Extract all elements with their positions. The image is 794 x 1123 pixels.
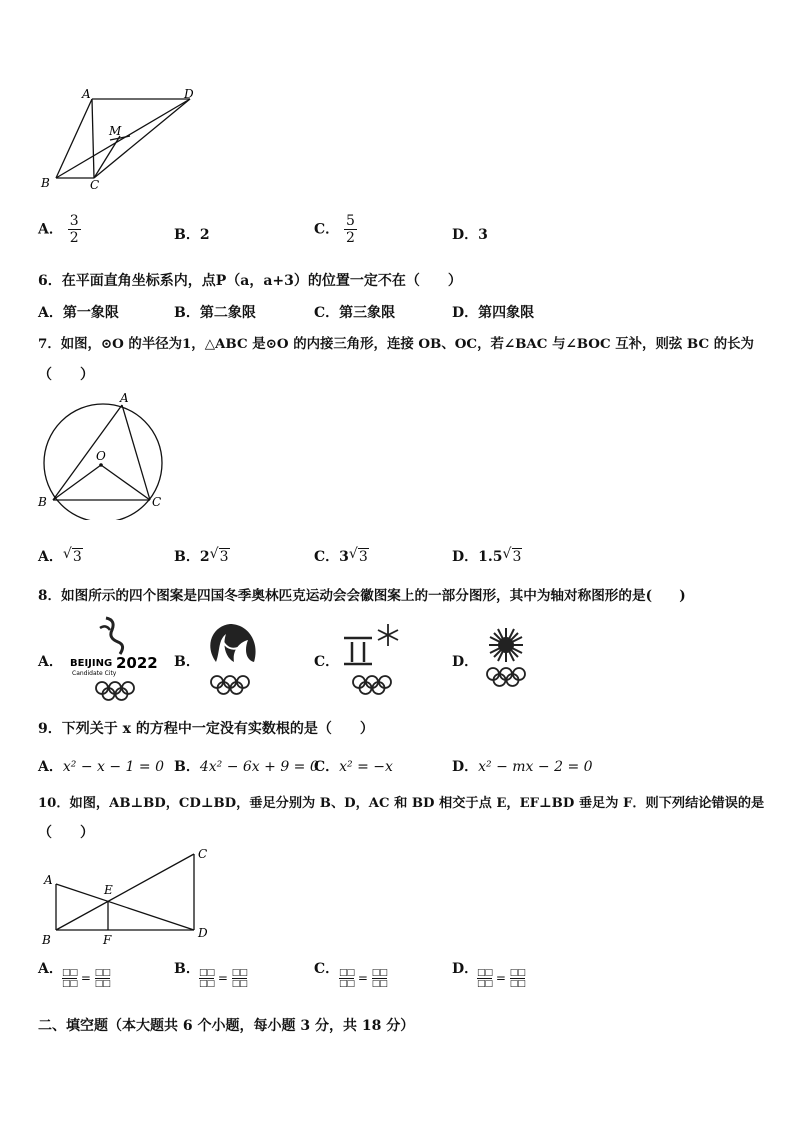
q7-stem-paren: （ ）: [38, 367, 94, 383]
label-C: C: [198, 847, 208, 861]
q5-c-denominator: 2: [346, 230, 355, 246]
q7-option-b: [174, 546, 230, 566]
q8-option-d-letter: D．: [452, 654, 479, 670]
label-D: D: [198, 926, 208, 940]
sqrt-3: √ 3: [502, 546, 522, 565]
q7-option-b-letter: B．: [174, 549, 200, 565]
q5-option-b: B．2: [174, 227, 210, 243]
q10-option-a: [38, 958, 63, 978]
q10-option-d-equation: □□ □□ = □□ □□: [477, 968, 525, 989]
q5-a-numerator: 3: [69, 213, 79, 229]
label-F: F: [103, 933, 112, 947]
q9-option-a: [38, 756, 164, 776]
q5-option-a-letter: A．: [38, 221, 63, 238]
q10-option-c-letter: C．: [314, 961, 340, 977]
q8-option-c-letter: C．: [314, 654, 340, 670]
q7-b-coef: 2: [199, 549, 210, 565]
label-D: D: [184, 87, 194, 101]
olympic-logo-d-snowflake: [476, 622, 536, 692]
q7-stem: 7．如图，⊙O 的半径为1，△ABC 是⊙O 的内接三角形，连接 OB、OC，若∠BAC 与∠BOC 互补，则弦 BC 的长为: [38, 336, 754, 352]
q10-option-a-letter: A．: [38, 961, 63, 977]
q7-option-a-letter: A．: [38, 549, 63, 565]
label-B: B: [42, 933, 51, 947]
label-B: B: [41, 176, 50, 190]
q10-option-b: [174, 958, 200, 978]
label-E: E: [104, 883, 113, 897]
figure-q5-parallelogram: [36, 84, 206, 194]
figure-q7-circle: [34, 390, 174, 520]
q10-option-d-letter: D．: [452, 961, 479, 977]
q9-option-c-letter: C．: [314, 759, 340, 775]
q7-d-coef: 1.5: [478, 549, 503, 565]
q9-option-b-letter: B．: [174, 759, 200, 775]
q10-option-c-equation: □□ □□ = □□ □□: [339, 968, 387, 989]
q5-option-a: [38, 213, 81, 246]
q10-stem: 10．如图，AB⊥BD，CD⊥BD，垂足分别为 B、D，AC 和 BD 相交于点 E，EF⊥BD 垂足为 F．则下列结论错误的是: [38, 796, 765, 811]
olympic-logo-c: [340, 622, 406, 698]
sqrt-3: √ 3: [209, 546, 229, 565]
q7-c-coef: 3: [339, 549, 349, 565]
q5-option-d: D．3: [452, 227, 488, 243]
q7-option-d: [452, 546, 522, 566]
label-M: M: [109, 124, 122, 138]
q9-equation-d: x² − mx − 2 = 0: [478, 759, 593, 775]
q5-option-c-letter: C．: [314, 221, 340, 238]
sqrt-3: √ 3: [62, 546, 82, 565]
q10-option-b-equation: □□ □□ = □□ □□: [199, 968, 247, 989]
q10-option-b-letter: B．: [174, 961, 200, 977]
q9-equation-c: x² = −x: [339, 759, 393, 775]
label-A: A: [44, 873, 53, 887]
q9-option-c: [314, 756, 393, 776]
q9-equation-b: 4x² − 6x + 9 = 0: [199, 759, 319, 775]
label-C: C: [152, 495, 162, 509]
q6-option-c: C．第三象限: [314, 305, 396, 321]
q8-option-b-letter: B．: [174, 654, 200, 670]
q10-stem-paren: （ ）: [38, 825, 94, 841]
sqrt-3: √ 3: [348, 546, 368, 565]
q7-option-a: [38, 546, 83, 566]
q10-option-a-equation: □□ □□ = □□ □□: [62, 968, 110, 989]
olympic-logo-b: [200, 620, 260, 698]
label-A: A: [82, 87, 91, 101]
q9-stem: 9．下列关于 x 的方程中一定没有实数根的是（ ）: [38, 721, 374, 737]
q5-option-a-fraction: [68, 213, 81, 246]
q9-option-d: [452, 756, 593, 776]
q8-option-a-letter: A．: [38, 654, 63, 670]
label-O: O: [96, 449, 106, 463]
q8-stem: 8．如图所示的四个图案是四国冬季奥林匹克运动会会徽图案上的一部分图形，其中为轴对称图形的是( ): [38, 588, 686, 604]
q10-option-c: [314, 958, 339, 978]
label-C: C: [90, 178, 100, 192]
q5-option-c: [314, 213, 357, 246]
q9-equation-a: x² − x − 1 = 0: [62, 759, 164, 775]
q5-a-denominator: 2: [69, 230, 79, 246]
logo-city-text: Candidate City: [72, 670, 117, 677]
q7-option-c: [314, 546, 369, 566]
figure-q10-triangles: [36, 842, 222, 950]
q6-option-a: A．第一象限: [38, 305, 119, 321]
q7-option-d-letter: D．: [452, 549, 479, 565]
q5-option-c-fraction: [344, 213, 357, 246]
section-title-fill-in: 二、填空题（本大题共 6 个小题，每小题 3 分，共 18 分）: [38, 1018, 415, 1034]
logo-beijing-text: BEIJING: [70, 658, 113, 669]
q9-option-b: [174, 756, 319, 776]
logo-year-text: 2022: [116, 654, 158, 672]
q7-option-c-letter: C．: [314, 549, 340, 565]
q6-option-b: B．第二象限: [174, 305, 256, 321]
q9-option-a-letter: A．: [38, 759, 63, 775]
label-B: B: [38, 495, 47, 509]
q10-option-d: [452, 958, 478, 978]
olympic-logo-beijing-2022: [66, 614, 158, 702]
q6-stem: 6．在平面直角坐标系内，点P（a，a+3）的位置一定不在（ ）: [38, 273, 462, 289]
q6-option-d: D．第四象限: [452, 305, 535, 321]
label-A: A: [120, 391, 129, 405]
q5-c-numerator: 5: [346, 213, 355, 229]
q9-option-d-letter: D．: [452, 759, 479, 775]
